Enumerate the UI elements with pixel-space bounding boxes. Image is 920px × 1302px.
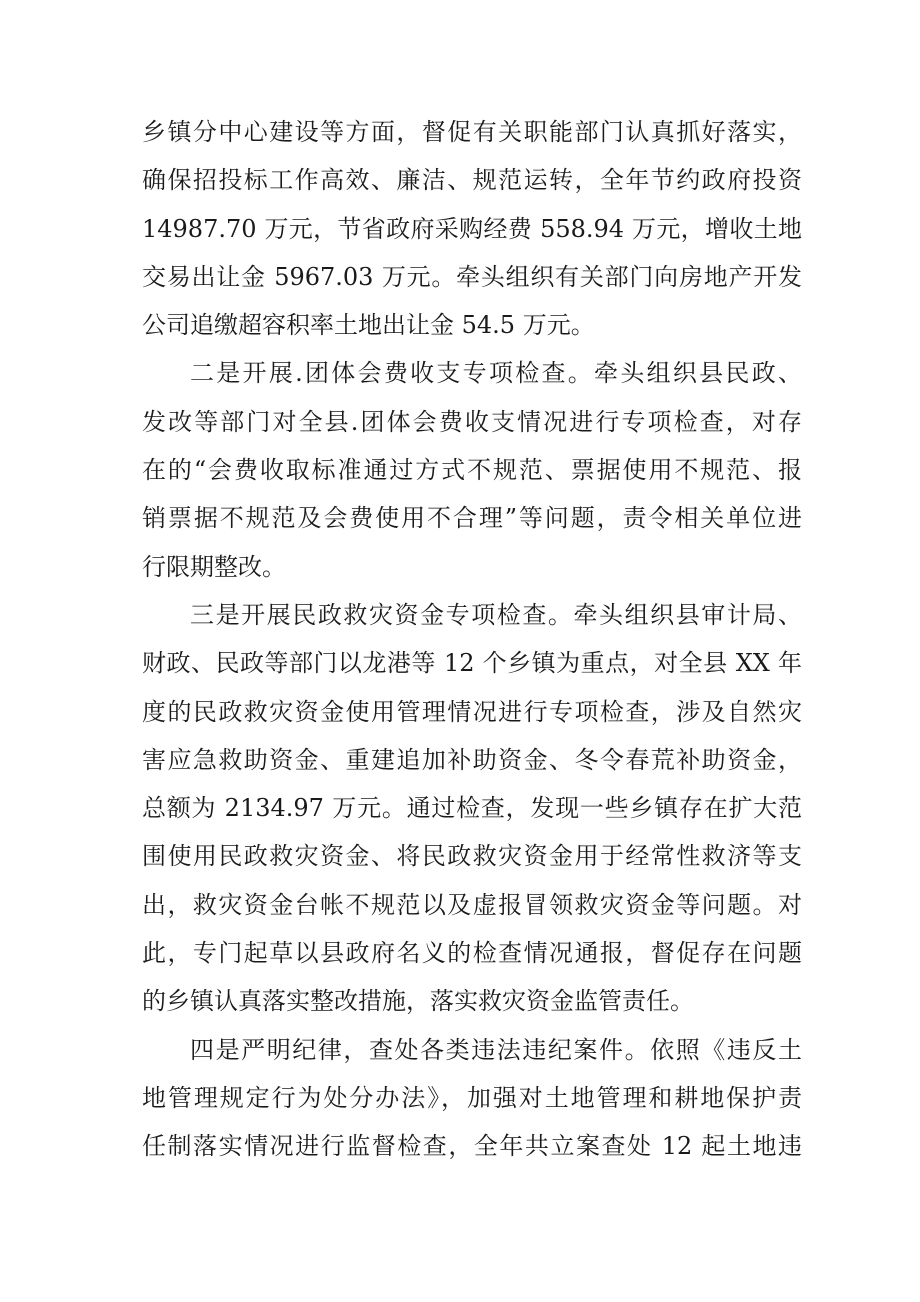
- text-line: 交易出让金 5967.03 万元。牵头组织有关部门向房地产开发: [142, 262, 802, 291]
- text-line: 发改等部门对全县.团体会费收支情况进行专项检查，对存: [142, 407, 802, 436]
- text-line: 度的民政救灾资金使用管理情况进行专项检查，涉及自然灾: [142, 697, 802, 726]
- text-line: 二是开展.团体会费收支专项检查。牵头组织县民政、: [190, 359, 802, 388]
- text-line: 乡镇分中心建设等方面，督促有关职能部门认真抓好落实，: [142, 118, 802, 146]
- text-line: 总额为 2134.97 万元。通过检查，发现一些乡镇存在扩大范: [142, 794, 802, 823]
- text-line: 出，救灾资金台帐不规范以及虚报冒领救灾资金等问题。对: [142, 890, 802, 919]
- text-line: 四是严明纪律，查处各类违法违纪案件。依照《违反土: [190, 1035, 802, 1064]
- text-line: 害应急救助资金、重建追加补助资金、冬令春荒补助资金，: [142, 745, 802, 774]
- text-line: 14987.70 万元，节省政府采购经费 558.94 万元，增收土地: [142, 214, 802, 243]
- text-line: 财政、民政等部门以龙港等 12 个乡镇为重点，对全县 XX 年: [142, 649, 802, 678]
- text-line: 围使用民政救灾资金、将民政救灾资金用于经常性救济等支: [142, 842, 802, 871]
- text-line: 行限期整改。: [142, 552, 286, 581]
- text-line: 公司追缴超容积率土地出让金 54.5 万元。: [142, 311, 595, 340]
- text-line: 在的“会费收取标准通过方式不规范、票据使用不规范、报: [142, 456, 802, 485]
- text-line: 的乡镇认真落实整改措施，落实救灾资金监管责任。: [142, 987, 694, 1016]
- text-line: 确保招投标工作高效、廉洁、规范运转，全年节约政府投资: [142, 166, 802, 195]
- text-line: 三是开展民政救灾资金专项检查。牵头组织县审计局、: [190, 600, 802, 629]
- text-line: 此，专门起草以县政府名义的检查情况通报，督促存在问题: [142, 939, 802, 968]
- text-line: 销票据不规范及会费使用不合理”等问题，责令相关单位进: [142, 504, 802, 533]
- text-line: 任制落实情况进行监督检查，全年共立案查处 12 起土地违: [142, 1132, 802, 1161]
- text-line: 地管理规定行为处分办法》，加强对土地管理和耕地保护责: [142, 1083, 802, 1112]
- document-body: [142, 108, 802, 1171]
